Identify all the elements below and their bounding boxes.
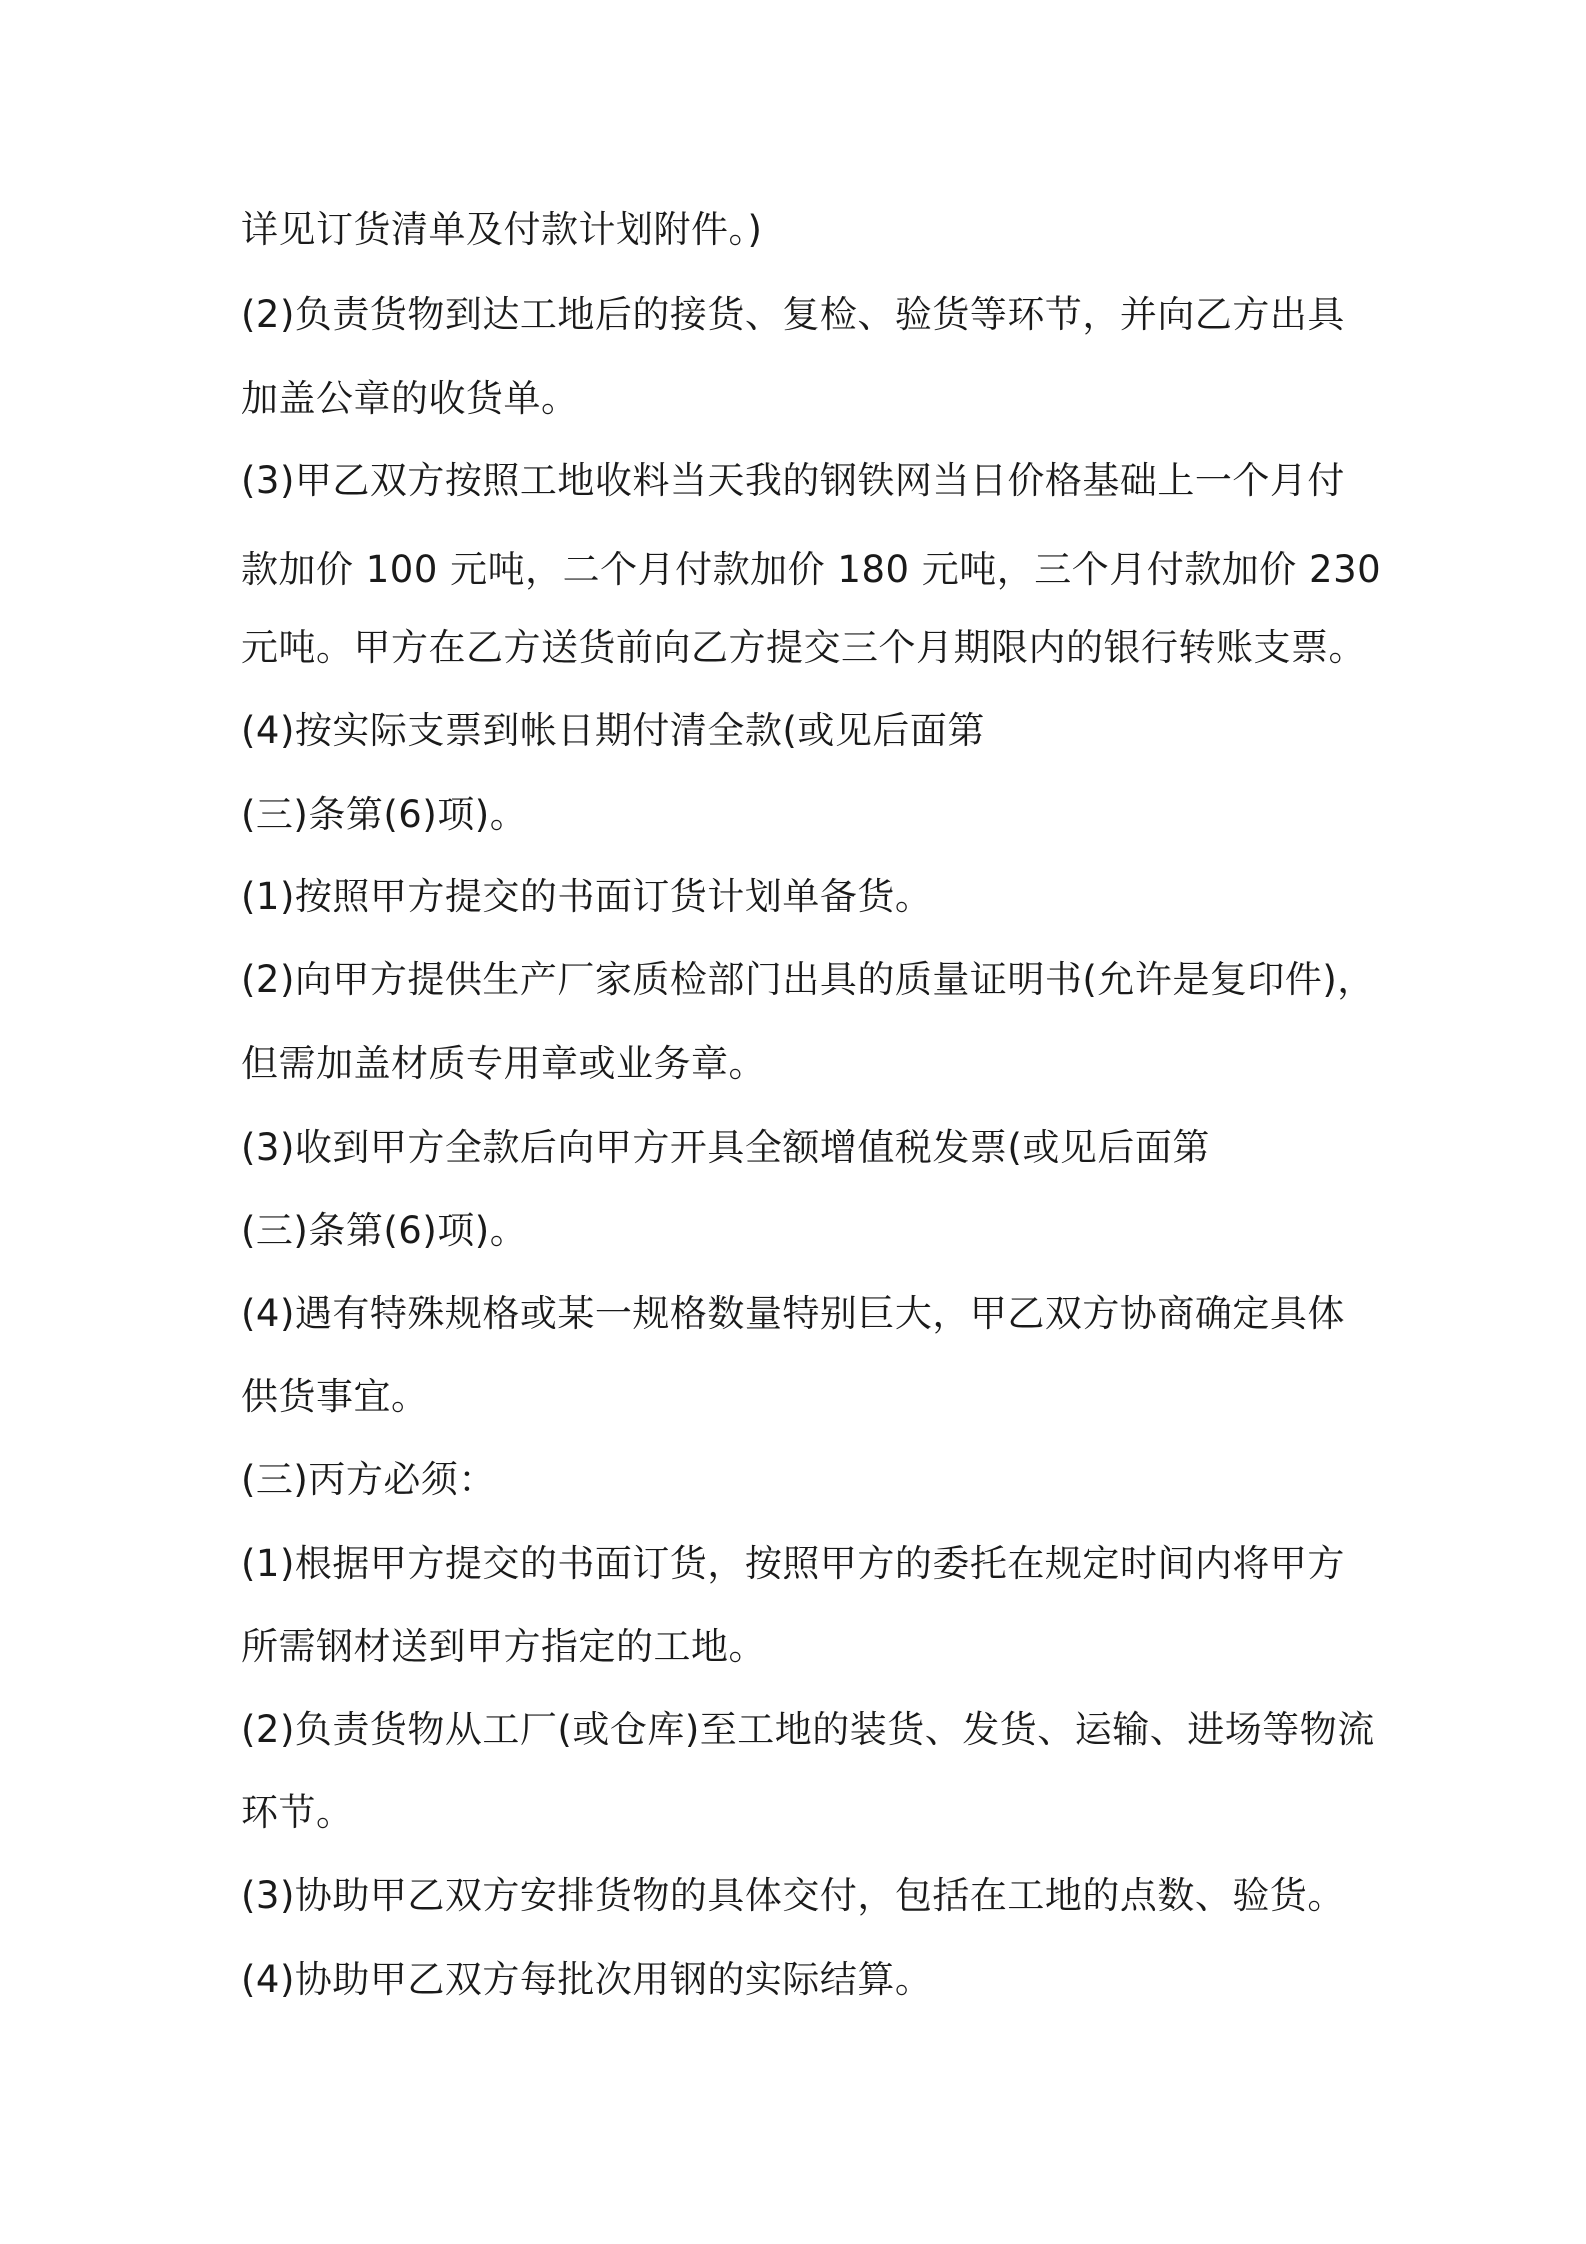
text-line: (4)遇有特殊规格或某一规格数量特别巨大，甲乙双方协商确定具体 — [241, 1292, 1345, 1335]
text-line: (3)收到甲方全款后向甲方开具全额增值税发票(或见后面第 — [241, 1126, 1210, 1169]
text-line: 但需加盖材质专用章或业务章。 — [241, 1042, 766, 1085]
text-line: (1)根据甲方提交的书面订货，按照甲方的委托在规定时间内将甲方 — [241, 1542, 1345, 1585]
text-line: 环节。 — [241, 1791, 354, 1834]
text-line: 所需钢材送到甲方指定的工地。 — [241, 1625, 766, 1668]
text-line: (1)按照甲方提交的书面订货计划单备货。 — [241, 875, 933, 918]
text-line: (2)向甲方提供生产厂家质检部门出具的质量证明书(允许是复印件)， — [241, 958, 1375, 1001]
text-line: (三)条第(6)项)。 — [241, 1209, 528, 1252]
text-line: (3)甲乙双方按照工地收料当天我的钢铁网当日价格基础上一个月付 — [241, 459, 1345, 502]
text-line: 供货事宜。 — [241, 1375, 429, 1418]
text-line: 元吨。甲方在乙方送货前向乙方提交三个月期限内的银行转账支票。 — [241, 626, 1366, 669]
text-line: (2)负责货物从工厂(或仓库)至工地的装货、发货、运输、进场等物流 — [241, 1708, 1375, 1751]
text-line: (三)条第(6)项)。 — [241, 793, 528, 836]
text-line: (3)协助甲乙双方安排货物的具体交付，包括在工地的点数、验货。 — [241, 1874, 1345, 1917]
text-line: (三)丙方必须： — [241, 1458, 496, 1501]
text-line: 加盖公章的收货单。 — [241, 377, 579, 420]
text-line: 详见订货清单及付款计划附件。) — [241, 208, 763, 251]
text-line: (4)协助甲乙双方每批次用钢的实际结算。 — [241, 1958, 933, 2001]
text-line: 款加价 100 元吨，二个月付款加价 180 元吨，三个月付款加价 230 — [241, 548, 1382, 591]
text-line: (4)按实际支票到帐日期付清全款(或见后面第 — [241, 709, 985, 752]
text-line: (2)负责货物到达工地后的接货、复检、验货等环节，并向乙方出具 — [241, 293, 1345, 336]
